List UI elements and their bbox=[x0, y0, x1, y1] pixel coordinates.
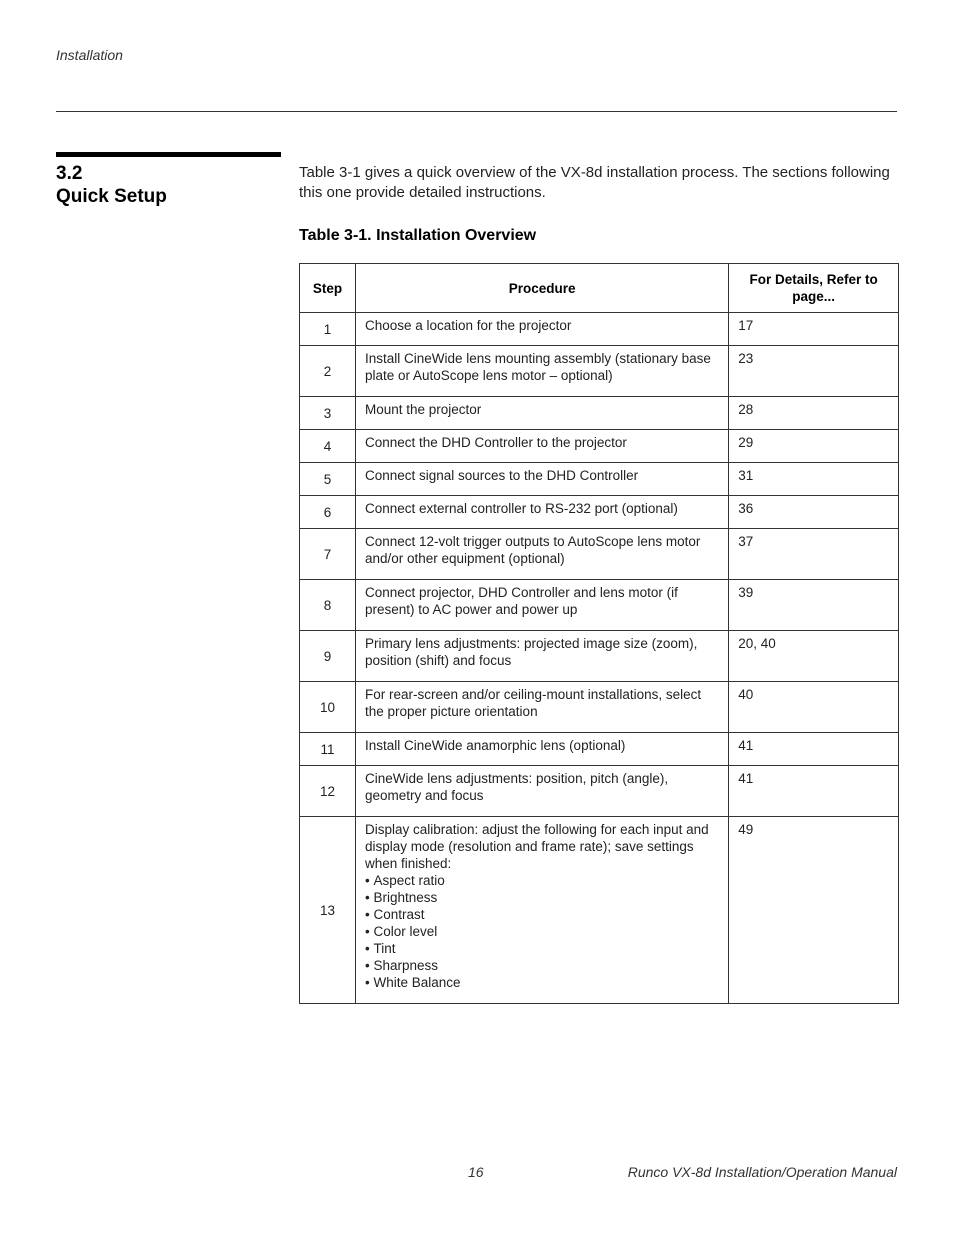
table-row bbox=[300, 529, 899, 580]
table-row bbox=[300, 430, 899, 463]
bullet-item: • Tint bbox=[365, 940, 719, 957]
table-row bbox=[300, 817, 899, 1004]
procedure-cell: Connect projector, DHD Controller and lens motor (if present) to AC power and power up bbox=[355, 580, 728, 631]
procedure-cell bbox=[355, 817, 728, 1004]
page-cell: 29 bbox=[729, 430, 899, 463]
step-cell: 8 bbox=[300, 580, 356, 631]
page-cell: 20, 40 bbox=[729, 631, 899, 682]
bullet-item: • Brightness bbox=[365, 889, 719, 906]
table-row bbox=[300, 346, 899, 397]
step-cell: 4 bbox=[300, 430, 356, 463]
procedure-cell: Choose a location for the projector bbox=[355, 313, 728, 346]
running-head: Installation bbox=[56, 47, 123, 63]
table-row bbox=[300, 496, 899, 529]
step-cell: 3 bbox=[300, 397, 356, 430]
table-title: Table 3-1. Installation Overview bbox=[299, 227, 537, 244]
column-header-step: Step bbox=[300, 264, 356, 313]
table-row bbox=[300, 580, 899, 631]
step-cell: 7 bbox=[300, 529, 356, 580]
procedure-cell: Mount the projector bbox=[355, 397, 728, 430]
page-cell: 37 bbox=[729, 529, 899, 580]
procedure-cell: Connect 12-volt trigger outputs to AutoScope lens motor and/or other equipment (optional) bbox=[355, 529, 728, 580]
step-cell: 13 bbox=[300, 817, 356, 1004]
bullet-item: • Sharpness bbox=[365, 957, 719, 974]
step-cell: 1 bbox=[300, 313, 356, 346]
calibration-bullet-list bbox=[365, 872, 719, 991]
intro-paragraph: Table 3-1 gives a quick overview of the VX-8d installation process. The sections following this one provide detailed instructions. bbox=[299, 164, 890, 201]
procedure-cell: Connect the DHD Controller to the projector bbox=[355, 430, 728, 463]
page-cell: 28 bbox=[729, 397, 899, 430]
table-row bbox=[300, 397, 899, 430]
page-cell: 36 bbox=[729, 496, 899, 529]
page-cell: 31 bbox=[729, 463, 899, 496]
step-cell: 10 bbox=[300, 682, 356, 733]
section-title: Quick Setup bbox=[56, 186, 167, 207]
table-row bbox=[300, 733, 899, 766]
section-bar bbox=[56, 152, 281, 157]
procedure-cell: Primary lens adjustments: projected image size (zoom), position (shift) and focus bbox=[355, 631, 728, 682]
step-cell: 5 bbox=[300, 463, 356, 496]
procedure-cell: Connect signal sources to the DHD Controller bbox=[355, 463, 728, 496]
bullet-item: • Contrast bbox=[365, 906, 719, 923]
page-cell: 40 bbox=[729, 682, 899, 733]
page-cell: 41 bbox=[729, 766, 899, 817]
bullet-item: • White Balance bbox=[365, 974, 719, 991]
header-rule bbox=[56, 111, 897, 112]
installation-overview-table bbox=[299, 263, 899, 1004]
table-header-row bbox=[300, 264, 899, 313]
step-cell: 11 bbox=[300, 733, 356, 766]
table-row bbox=[300, 766, 899, 817]
table-row bbox=[300, 682, 899, 733]
step-cell: 9 bbox=[300, 631, 356, 682]
procedure-cell: Install CineWide anamorphic lens (optional) bbox=[355, 733, 728, 766]
footer-manual-title: Runco VX-8d Installation/Operation Manual bbox=[627, 1164, 897, 1180]
bullet-item: • Color level bbox=[365, 923, 719, 940]
section-heading bbox=[56, 162, 167, 208]
footer-page-number: 16 bbox=[468, 1164, 484, 1180]
column-header-procedure: Procedure bbox=[355, 264, 728, 313]
procedure-cell: Connect external controller to RS-232 port (optional) bbox=[355, 496, 728, 529]
section-number: 3.2 bbox=[56, 163, 83, 184]
step-cell: 2 bbox=[300, 346, 356, 397]
procedure-text: Display calibration: adjust the following for each input and display mode (resolution and frame rate); save settings when finished: bbox=[364, 822, 709, 871]
procedure-cell: For rear-screen and/or ceiling-mount installations, select the proper picture orientation bbox=[355, 682, 728, 733]
table-row bbox=[300, 463, 899, 496]
page-cell: 23 bbox=[729, 346, 899, 397]
page-cell: 17 bbox=[729, 313, 899, 346]
table-row bbox=[300, 631, 899, 682]
step-cell: 6 bbox=[300, 496, 356, 529]
step-cell: 12 bbox=[300, 766, 356, 817]
table-row bbox=[300, 313, 899, 346]
page-cell: 41 bbox=[729, 733, 899, 766]
bullet-item: • Aspect ratio bbox=[365, 872, 719, 889]
page-cell: 39 bbox=[729, 580, 899, 631]
procedure-cell: CineWide lens adjustments: position, pitch (angle), geometry and focus bbox=[355, 766, 728, 817]
page-cell: 49 bbox=[729, 817, 899, 1004]
procedure-cell: Install CineWide lens mounting assembly (stationary base plate or AutoScope lens motor – optional) bbox=[355, 346, 728, 397]
column-header-page: For Details, Refer to page... bbox=[729, 264, 899, 313]
